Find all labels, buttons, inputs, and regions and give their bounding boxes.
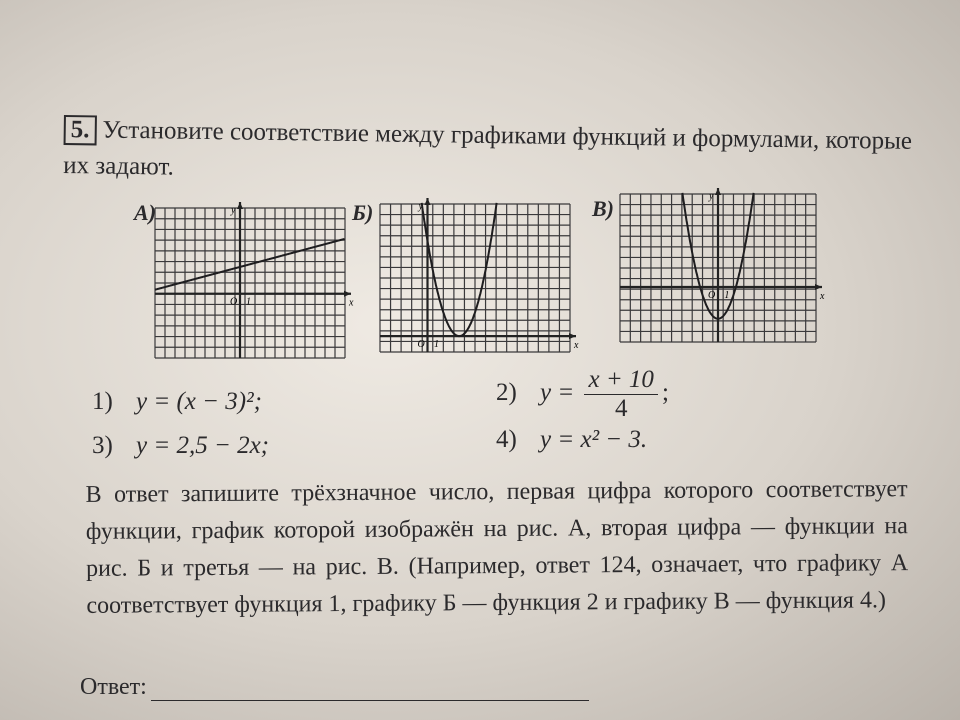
origin-label: O [417, 339, 425, 351]
x-axis-arrow [344, 291, 351, 297]
answer-field[interactable] [151, 678, 589, 701]
formula-1 [92, 388, 262, 416]
graph-b-label: Б) [352, 200, 374, 225]
formula-3 [92, 432, 269, 460]
formula-2-denominator: 4 [614, 395, 628, 422]
answer-label: Ответ: [80, 674, 147, 700]
origin-label: O [230, 296, 238, 308]
unit-label: 1 [724, 290, 730, 302]
x-axis-label: x [820, 291, 825, 303]
formula-1-text: y = (x − 3)²; [136, 388, 262, 415]
task-heading [63, 112, 924, 196]
formula-4 [496, 426, 647, 454]
y-axis-label: y [709, 191, 714, 202]
formula-2-tail: ; [661, 379, 669, 407]
x-axis-label: x [349, 297, 354, 309]
graph-a-label: А) [134, 200, 156, 225]
formula-2-numerator: x + 10 [584, 366, 657, 395]
task-text: Установите соответствие между графиками функций и формулами, которые их задают. [63, 116, 913, 181]
formula-2-fraction [584, 366, 657, 423]
formula-2-number: 2) [496, 379, 517, 407]
task-number: 5. [64, 115, 97, 145]
formula-2-lhs: y = [540, 379, 575, 407]
origin-label: O [708, 290, 716, 302]
y-axis-label: y [418, 201, 423, 212]
graph-b [380, 201, 579, 352]
formula-3-number: 3) [92, 432, 113, 459]
formula-2 [496, 366, 669, 423]
unit-label: 1 [434, 339, 440, 351]
graph-c-label: В) [592, 196, 614, 221]
y-axis-arrow [237, 202, 243, 209]
graph-a [155, 205, 354, 358]
x-axis-arrow [815, 284, 822, 290]
formula-4-number: 4) [496, 426, 517, 453]
formula-4-text: y = x² − 3. [540, 426, 648, 453]
function-curve [155, 239, 345, 290]
y-axis-arrow [425, 198, 431, 205]
x-axis-label: x [574, 340, 579, 352]
formula-1-number: 1) [92, 388, 113, 415]
formula-3-text: y = 2,5 − 2x; [136, 432, 270, 459]
unit-label: 1 [246, 296, 251, 308]
graph-c [620, 191, 825, 342]
answer-row [80, 674, 589, 701]
y-axis-label: y [231, 205, 236, 216]
x-axis-arrow [569, 333, 576, 339]
instructions-text: В ответ запишите трёхзначное число, первая цифра которого соответствует функции, график которой изображён на рис. А, вторая цифра — функции на рис. Б и третья — на рис. В. (Например, ответ 124, означает, что графику А соответствует функция 1, графику Б — функция 2 и графику В — функция 4.) [85, 476, 909, 619]
